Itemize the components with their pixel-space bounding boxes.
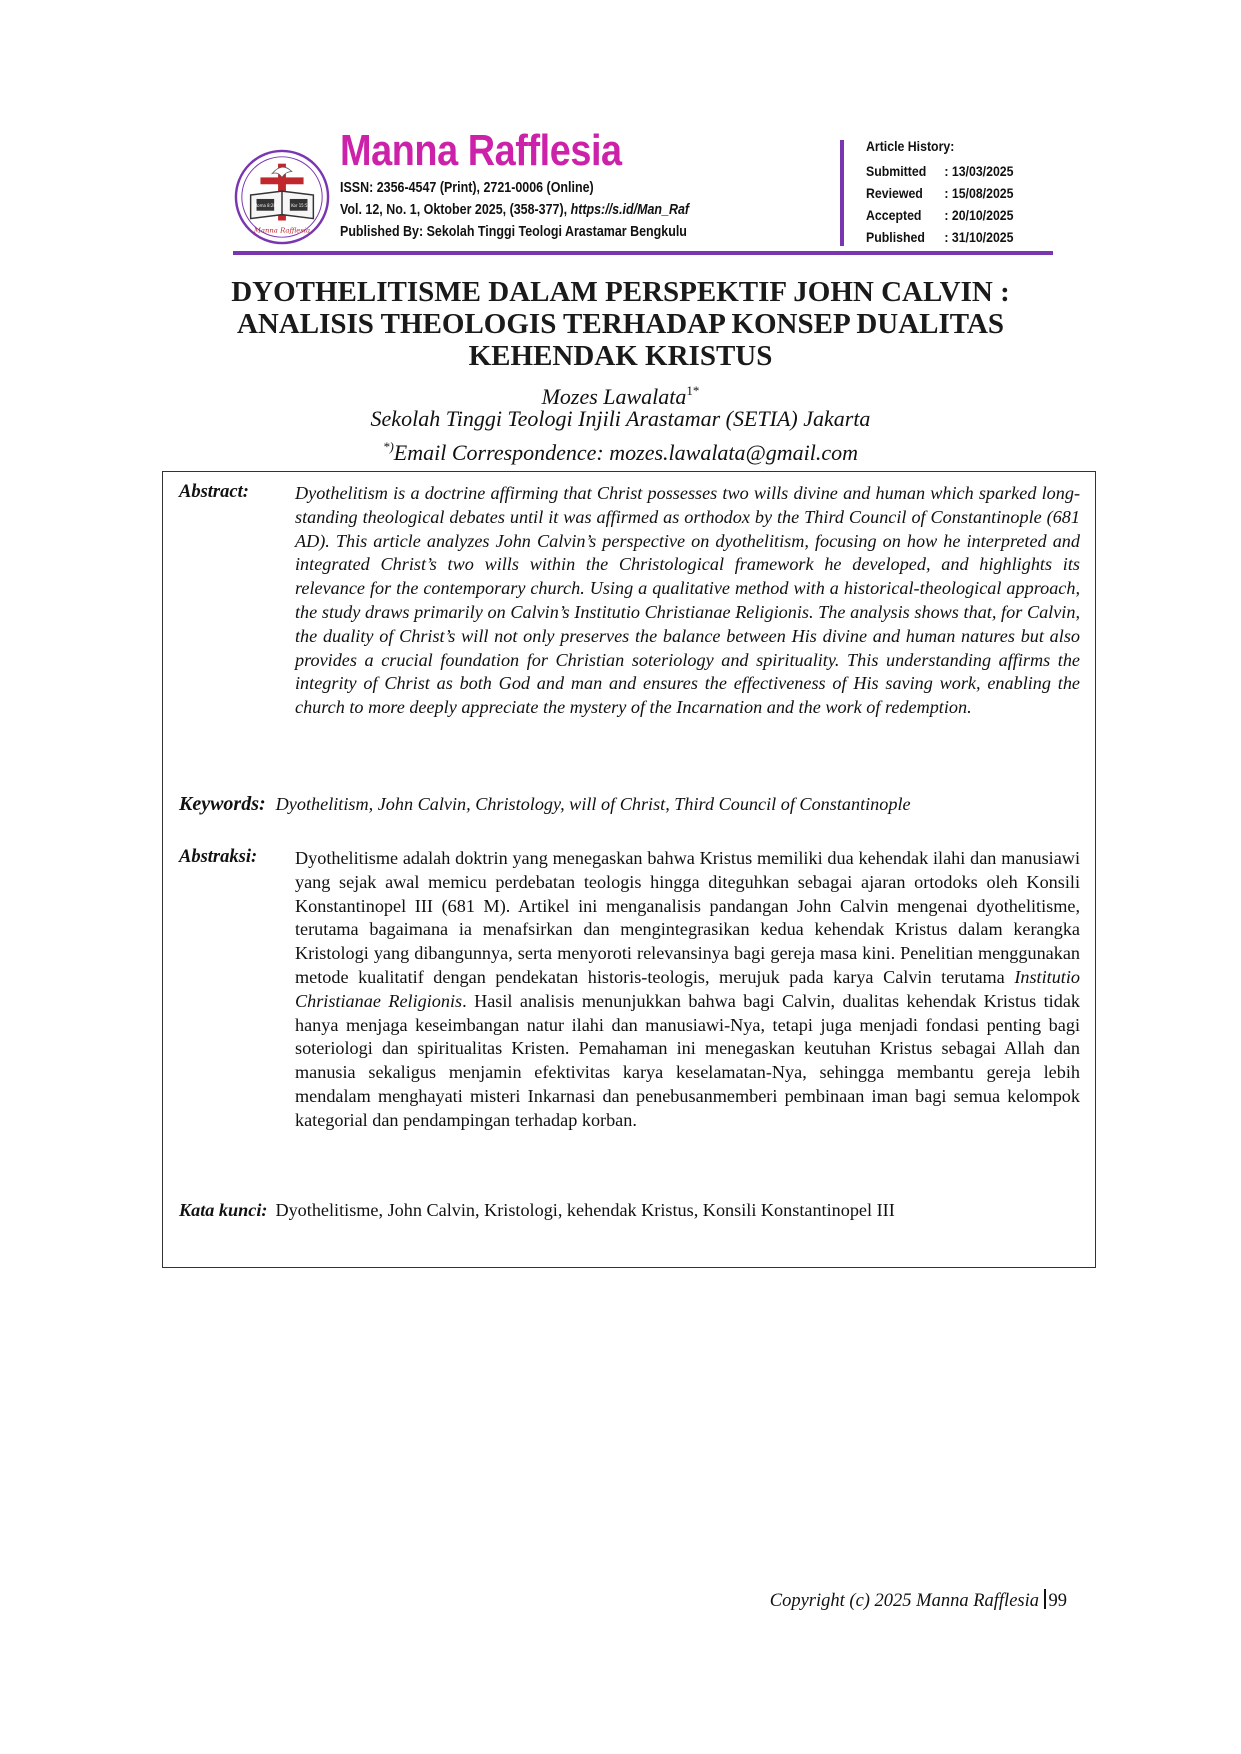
volume-info <box>340 202 689 218</box>
kata-kunci <box>179 1200 895 1221</box>
kata-kunci-label: Kata kunci: <box>179 1200 268 1220</box>
keywords-value: Dyothelitism, John Calvin, Christology, will of Christ, Third Council of Constantinople <box>275 794 911 814</box>
history-row-reviewed <box>866 182 1014 204</box>
author-name: Mozes Lawalata <box>541 384 687 409</box>
keywords <box>179 793 911 816</box>
abstraksi-label: Abstraksi: <box>179 847 258 867</box>
article-title <box>160 276 1081 372</box>
page-number: 99 <box>1048 1591 1067 1611</box>
history-label: Reviewed <box>866 185 923 201</box>
article-history-title: Article History: <box>866 138 955 154</box>
email-marker: *) <box>382 439 394 454</box>
issn: ISSN: 2356-4547 (Print), 2721-0006 (Online) <box>340 180 594 196</box>
copyright: Copyright (c) 2025 Manna Rafflesia <box>769 1591 1039 1611</box>
affiliation: Sekolah Tinggi Teologi Injili Arastamar (SETIA) Jakarta <box>370 406 871 431</box>
title-line: ANALISIS THEOLOGIS TERHADAP KONSEP DUALITAS <box>236 308 1005 340</box>
article-history <box>866 138 1014 248</box>
abstract-text: Dyothelitism is a doctrine affirming that Christ possesses two wills divine and human which sparked long-standing theological debates until it was affirmed as orthodox by the Third Council of Constantinople (681 AD). This article analyzes John Calvin’s perspective on dyothelitism, focusing on how he interpreted and integrated Christ’s two wills within the Christological framework he developed, and highlights its relevance for the contemporary church. Using a qualitative method with a historical-theological approach, the study draws primarily on Calvin’s Institutio Christianae Religionis. The analysis shows that, for Calvin, the duality of Christ’s will not only preserves the balance between His divine and human natures but also provides a crucial foundation for Christian soteriology and spirituality. This understanding affirms the integrity of Christ as both God and man and ensures the effectiveness of His saving work, enabling the church to more deeply appreciate the mystery of the Incarnation and the work of redemption. <box>295 483 1080 718</box>
title-line: KEHENDAK KRISTUS <box>468 340 773 372</box>
footer-separator <box>1044 1589 1046 1609</box>
correspondence-email <box>160 433 1081 467</box>
svg-text:Manna Rafflesia: Manna Rafflesia <box>253 226 311 235</box>
publisher: Published By: Sekolah Tinggi Teologi Arastamar Bengkulu <box>340 224 687 240</box>
volume-text: Vol. 12, No. 1, Oktober 2025, (358-377), <box>340 202 571 218</box>
author-marker: 1* <box>686 383 700 398</box>
abstraksi-text-italic: Institutio Christianae Religionis <box>295 966 1080 1011</box>
abstraksi-text-part: Dyothelitisme adalah doktrin yang menegaskan bahwa Kristus memiliki dua kehendak ilahi dan manusiawi yang sejak awal memicu perdebatan teologis hingga diteguhkan sebagai ajaran ortodoks oleh Konsili Konstantinopel III (681 M). Artikel ini menganalisis pandangan John Calvin mengenai dyothelitisme, terutama bagaimana ia menafsirkan dan mengintegrasikan kedua kehendak Kristus dalam kerangka Kristologi yang dibangunnya, serta menyoroti relevansinya bagi gereja masa kini. Penelitian menggunakan metode kualitatif dengan pendekatan historis-teologis, merujuk pada karya Calvin terutama <box>295 848 1080 987</box>
abstraksi-text-part: . Hasil analisis menunjukkan bahwa bagi Calvin, dualitas kehendak Kristus tidak hanya menjaga keseimbangan natur ilahi dan manusiawi-Nya, tetapi juga menjadi fondasi penting bagi soteriologi dan spiritualitas Kristen. Pemahaman ini menegaskan keutuhan Kristus sebagai Allah dan manusia sekaligus menjamin efektivitas karya keselamatan-Nya, sehingga membantu gereja lebih mendalam menghayati misteri Inkarnasi dan penebusanmemberi pembinaan iman bagi semua kelompok kategorial dan pendampingan terhadap korban. <box>295 990 1080 1130</box>
history-label: Published <box>866 229 925 245</box>
journal-header <box>233 126 1053 252</box>
history-row-published <box>866 226 1014 248</box>
history-value: : 15/08/2025 <box>944 185 1014 201</box>
abstract-box <box>162 471 1096 1268</box>
svg-text:Roma 8:28: Roma 8:28 <box>254 202 276 208</box>
journal-logo <box>233 148 331 246</box>
svg-text:1 Kor 15:58: 1 Kor 15:58 <box>287 202 310 208</box>
journal-url[interactable]: https://s.id/Man_Raf <box>570 202 690 218</box>
history-row-submitted <box>866 160 1014 182</box>
history-value: : 31/10/2025 <box>944 229 1014 245</box>
history-label: Accepted <box>866 207 922 223</box>
history-row-accepted <box>866 204 1014 226</box>
history-value: : 13/03/2025 <box>944 163 1014 179</box>
email-text[interactable]: Email Correspondence: mozes.lawalata@gmail.com <box>393 440 859 465</box>
page-footer <box>770 1589 1067 1612</box>
history-label: Submitted <box>866 163 927 179</box>
abstraksi-text <box>295 847 1080 1133</box>
title-line: DYOTHELITISME DALAM PERSPEKTIF JOHN CALVIN : <box>231 276 1010 308</box>
header-divider <box>840 140 844 246</box>
history-value: : 20/10/2025 <box>944 207 1014 223</box>
keywords-label: Keywords: <box>179 793 266 815</box>
abstract-label: Abstract: <box>179 482 249 502</box>
journal-name: Manna Rafflesia <box>340 126 622 175</box>
header-rule <box>233 251 1053 255</box>
kata-kunci-value: Dyothelitisme, John Calvin, Kristologi, kehendak Kristus, Konsili Konstantinopel III <box>275 1200 895 1220</box>
